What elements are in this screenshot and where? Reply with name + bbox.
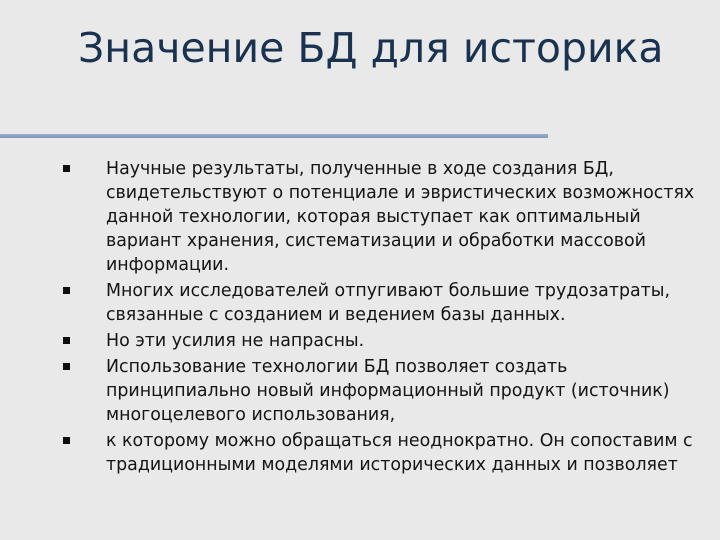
square-bullet-icon [63, 165, 70, 172]
square-bullet-icon [63, 337, 70, 344]
bullet-text: Использование технологии БД позволяет создать принципиально новый информационный продукт (источник) многоцелевого использования, [106, 357, 670, 425]
bullet-item [60, 279, 700, 327]
bullet-text: Научные результаты, полученные в ходе создания БД, свидетельствуют о потенциале и эвристических возможностях данной технологии, которая выступает как оптимальный вариант хранения, систематизации и обработки массовой информации. [106, 159, 695, 275]
square-bullet-icon [63, 437, 70, 444]
slide-title: Значение БД для историка [78, 24, 664, 72]
title-divider [0, 134, 548, 138]
bullet-text: Но эти усилия не напрасны. [106, 331, 365, 351]
square-bullet-icon [63, 287, 70, 294]
bullet-item [60, 429, 700, 477]
bullet-list [60, 157, 700, 479]
bullet-item [60, 329, 700, 353]
bullet-item [60, 355, 700, 427]
bullet-item [60, 157, 700, 277]
square-bullet-icon [63, 363, 70, 370]
bullet-text: Многих исследователей отпугивают большие трудозатраты, связанные с созданием и ведением базы данных. [106, 281, 671, 325]
bullet-text: к которому можно обращаться неоднократно. Он сопоставим с традиционными моделями исторических данных и позволяет [106, 431, 693, 475]
